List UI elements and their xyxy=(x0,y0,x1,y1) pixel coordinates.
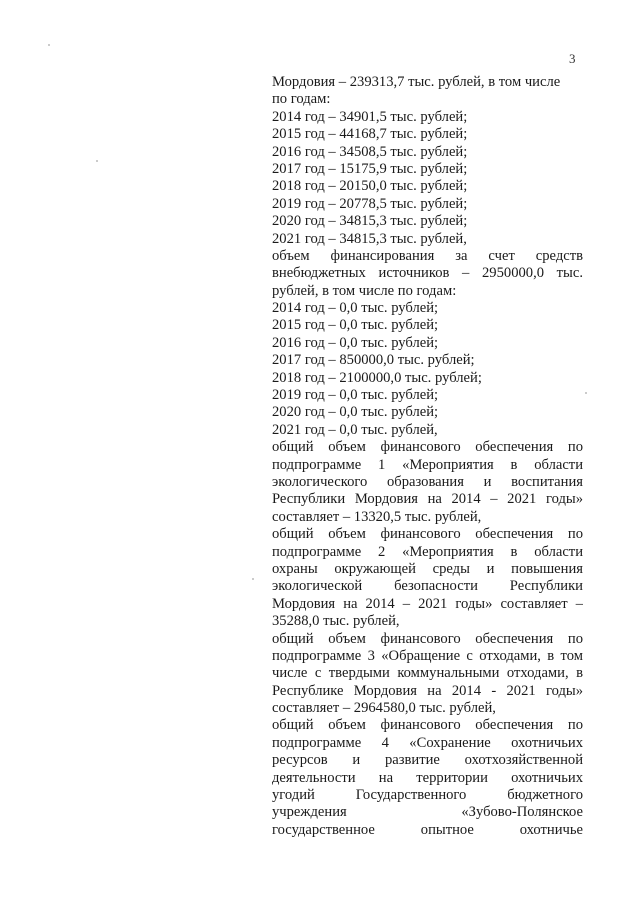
scan-speck xyxy=(48,44,50,46)
text-line: общий объем финансового обеспечения по xyxy=(272,526,583,543)
text-line: экологической безопасности Республики xyxy=(272,578,583,595)
scan-speck xyxy=(96,160,98,162)
document-body-text xyxy=(272,74,583,839)
text-line: общий объем финансового обеспечения по xyxy=(272,630,583,647)
text-line: учреждения «Зубово-Полянское xyxy=(272,804,583,821)
text-line: Мордовия – 239313,7 тыс. рублей, в том числе xyxy=(272,74,561,90)
page-number: 3 xyxy=(569,51,576,66)
text-line: государственное опытное охотничье xyxy=(272,821,583,838)
text-line: ресурсов и развитие охотхозяйственной xyxy=(272,752,583,769)
scan-speck xyxy=(252,578,254,580)
text-line: 2016 год – 34508,5 тыс. рублей; xyxy=(272,143,468,160)
text-line: Республике Мордовия на 2014 - 2021 годы» xyxy=(272,682,583,699)
text-line: 2020 год – 34815,3 тыс. рублей; xyxy=(272,213,468,230)
text-line: охраны окружающей среды и повышения xyxy=(272,560,583,577)
text-line: составляет – 13320,5 тыс. рублей, xyxy=(272,508,482,525)
text-line: рублей, в том числе по годам: xyxy=(272,282,457,299)
text-line: подпрограмме 2 «Мероприятия в области xyxy=(272,543,583,560)
text-line: 2019 год – 20778,5 тыс. рублей; xyxy=(272,195,468,212)
text-line: деятельности на территории охотничьих xyxy=(272,769,583,786)
text-line: внебюджетных источников – 2950000,0 тыс. xyxy=(272,265,583,282)
text-line: Республики Мордовия на 2014 – 2021 годы» xyxy=(272,491,583,508)
text-line: 2020 год – 0,0 тыс. рублей; xyxy=(272,404,439,421)
text-line: общий объем финансового обеспечения по xyxy=(272,717,583,734)
scan-speck xyxy=(585,392,587,394)
text-line: общий объем финансового обеспечения по xyxy=(272,439,583,456)
text-line: 2021 год – 0,0 тыс. рублей, xyxy=(272,421,438,438)
text-line: 2017 год – 15175,9 тыс. рублей; xyxy=(272,160,468,177)
text-line: экологического образования и воспитания xyxy=(272,473,583,490)
text-line: по годам: xyxy=(272,91,331,108)
text-line: 2015 год – 0,0 тыс. рублей; xyxy=(272,317,439,334)
text-line: 2021 год – 34815,3 тыс. рублей, xyxy=(272,230,467,247)
text-line: 2015 год – 44168,7 тыс. рублей; xyxy=(272,126,468,143)
text-line: 2014 год – 34901,5 тыс. рублей; xyxy=(272,108,468,125)
text-line: объем финансирования за счет средств xyxy=(272,247,583,264)
text-line: подпрограмме 3 «Обращение с отходами, в том xyxy=(272,647,583,664)
text-line: подпрограмме 4 «Сохранение охотничьих xyxy=(272,734,583,751)
text-line: 2014 год – 0,0 тыс. рублей; xyxy=(272,300,439,317)
text-line: 2017 год – 850000,0 тыс. рублей; xyxy=(272,352,475,369)
text-line: подпрограмме 1 «Мероприятия в области xyxy=(272,456,583,473)
text-line: 2016 год – 0,0 тыс. рублей; xyxy=(272,334,439,351)
text-line: 2018 год – 20150,0 тыс. рублей; xyxy=(272,178,468,195)
text-line: 35288,0 тыс. рублей, xyxy=(272,613,400,630)
text-line: составляет – 2964580,0 тыс. рублей, xyxy=(272,700,496,717)
text-line: Мордовия на 2014 – 2021 годы» составляет – xyxy=(272,595,583,612)
text-line: 2019 год – 0,0 тыс. рублей; xyxy=(272,387,439,404)
text-line: числе с твердыми коммунальными отходами, в xyxy=(272,665,583,682)
text-line: угодий Государственного бюджетного xyxy=(272,787,583,804)
text-line: 2018 год – 2100000,0 тыс. рублей; xyxy=(272,369,482,386)
